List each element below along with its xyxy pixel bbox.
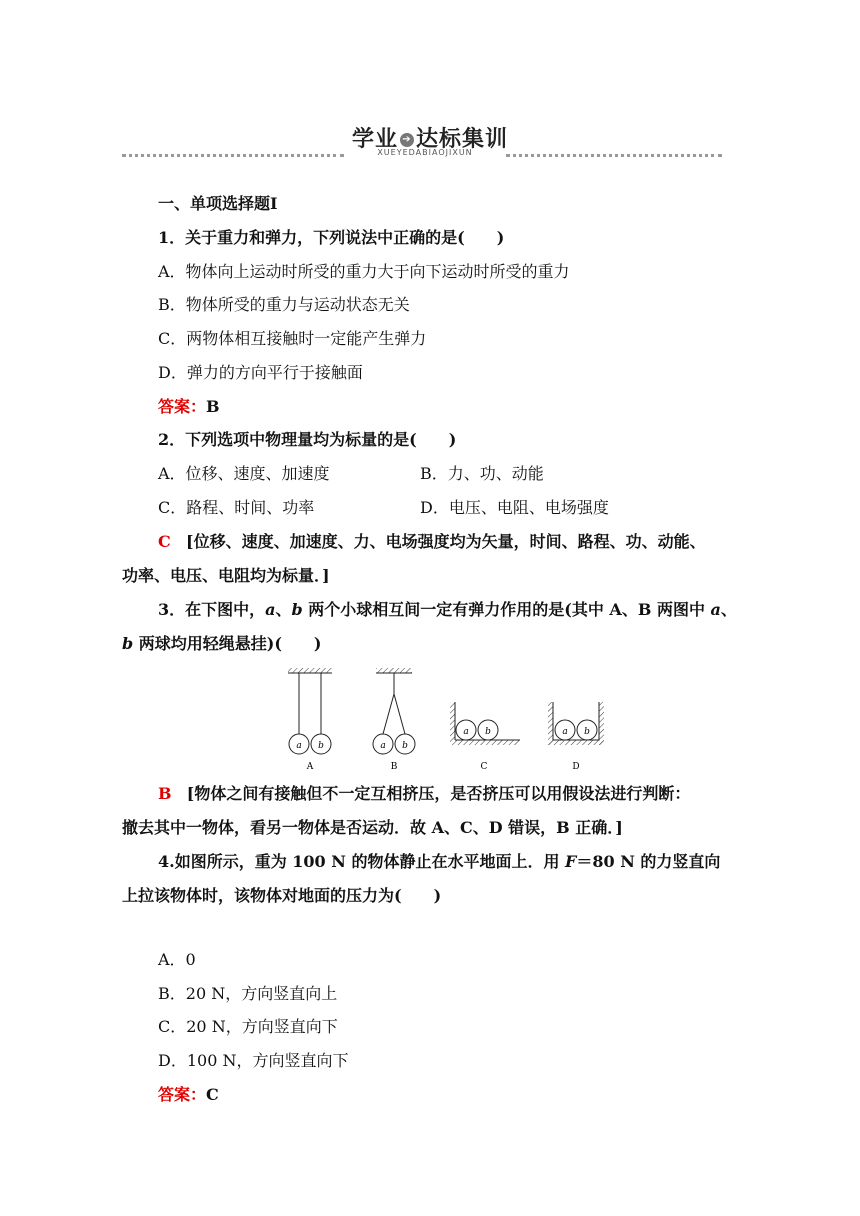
q2-explanation-line-2: 功率、电压、电阻均为标量．] [122, 566, 330, 585]
q2-option-b: B．力、功、动能 [420, 464, 544, 483]
q3-stem-line-1: 3．在下图中，a、b 两个小球相互间一定有弹力作用的是(其中 A、B 两图中 a、 [158, 600, 737, 619]
q2-option-a: A．位移、速度、加速度 [158, 464, 330, 483]
q2-option-c: C．路程、时间、功率 [158, 498, 315, 517]
figure-label-a: A [306, 762, 314, 772]
q4-stem-line-1: 4.如图所示，重为 100 N 的物体静止在水平地面上．用 F＝80 N 的力竖直向 [158, 852, 721, 871]
q2-explanation-line-1 [158, 532, 706, 552]
q2-stem: 2．下列选项中物理量均为标量的是( ) [158, 430, 457, 449]
q3-figure [284, 664, 614, 774]
q2-answer-letter: C [158, 532, 171, 551]
q4-answer-label: 答案： [158, 1085, 207, 1104]
section-heading: 一、单项选择题Ⅰ [158, 194, 278, 213]
q1-option-a: A．物体向上运动时所受的重力大于向下运动时所受的重力 [158, 262, 570, 281]
svg-text:b: b [402, 741, 408, 751]
svg-text:a: a [562, 727, 568, 737]
figure-d [548, 702, 604, 772]
figure-c [450, 702, 520, 772]
banner-rule-right [506, 154, 722, 157]
q1-option-c: C．两物体相互接触时一定能产生弹力 [158, 329, 427, 348]
svg-text:b: b [584, 727, 590, 737]
q3-explanation-line-2: 撤去其中一物体，看另一物体是否运动．故 A、C、D 错误，B 正确．] [122, 818, 623, 837]
arrow-circle-icon: ➔ [400, 133, 414, 147]
q4-stem-line-2: 上拉该物体时，该物体对地面的压力为( ) [122, 886, 442, 905]
figure-a [288, 668, 332, 772]
svg-text:b: b [485, 727, 491, 737]
q3-explanation-text-1: [物体之间有接触但不一定互相挤压，是否挤压可以用假设法进行判断： [186, 784, 691, 803]
q4-option-d: D．100 N，方向竖直向下 [158, 1051, 349, 1070]
q1-answer-value: B [206, 397, 220, 416]
q4-option-b: B．20 N，方向竖直向上 [158, 984, 338, 1003]
q2-option-d: D．电压、电阻、电场强度 [420, 498, 609, 517]
q3-answer-letter: B [158, 784, 172, 803]
section-banner [0, 118, 860, 168]
q1-stem: 1．关于重力和弹力，下列说法中正确的是( ) [158, 228, 505, 247]
q1-option-d: D．弹力的方向平行于接触面 [158, 363, 363, 382]
banner-title-right: 达标集训 [416, 127, 509, 152]
q1-answer [158, 397, 220, 417]
q2-explanation-text-1: [位移、速度、加速度、力、电场强度均为矢量，时间、路程、功、动能、 [186, 532, 706, 551]
q1-answer-label: 答案： [158, 397, 207, 416]
figure-label-b: B [390, 762, 398, 772]
q3-stem-line-2: b 两球均用轻绳悬挂)( ) [122, 634, 322, 653]
svg-text:b: b [318, 741, 324, 751]
svg-text:a: a [463, 727, 469, 737]
q1-option-b: B．物体所受的重力与运动状态无关 [158, 295, 410, 314]
svg-text:a: a [296, 741, 302, 751]
q4-answer-value: C [206, 1085, 219, 1104]
banner-subtitle: XUEYEDABIAOJIXUN [377, 148, 473, 157]
q4-option-a: A．0 [158, 950, 196, 969]
figure-b [373, 668, 415, 772]
q4-option-c: C．20 N，方向竖直向下 [158, 1017, 338, 1036]
figure-label-d: D [572, 762, 580, 772]
svg-text:a: a [380, 741, 386, 751]
banner-rule-left [122, 154, 344, 157]
figure-label-c: C [480, 762, 488, 772]
q4-answer [158, 1085, 219, 1105]
banner-title-left: 学业 [351, 127, 398, 152]
q3-explanation-line-1 [158, 784, 690, 804]
